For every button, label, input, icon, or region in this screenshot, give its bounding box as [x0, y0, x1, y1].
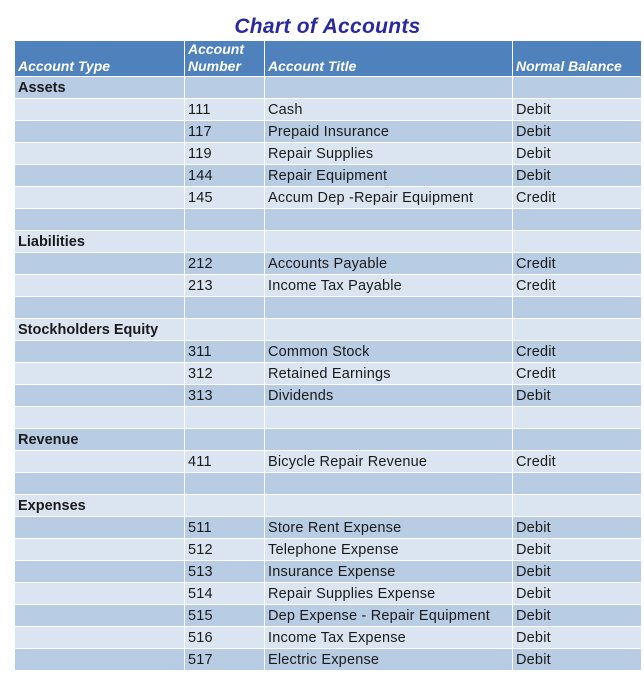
normal-balance: Debit [513, 99, 642, 121]
table-header-row [15, 41, 642, 77]
account-title: Income Tax Payable [265, 275, 513, 297]
table-row [15, 627, 642, 649]
spacer-row [15, 209, 642, 231]
normal-balance: Debit [513, 143, 642, 165]
account-number: 144 [185, 165, 265, 187]
account-title: Repair Supplies Expense [265, 583, 513, 605]
account-number: 514 [185, 583, 265, 605]
account-title: Telephone Expense [265, 539, 513, 561]
header-account-type: Account Type [15, 41, 185, 77]
account-number: 119 [185, 143, 265, 165]
table-row [15, 385, 642, 407]
header-account-title: Account Title [265, 41, 513, 77]
table-row [15, 275, 642, 297]
account-title: Bicycle Repair Revenue [265, 451, 513, 473]
section-row-assets [15, 77, 642, 99]
account-title: Common Stock [265, 341, 513, 363]
account-title: Accum Dep -Repair Equipment [265, 187, 513, 209]
table-row [15, 253, 642, 275]
table-row [15, 583, 642, 605]
account-title: Dividends [265, 385, 513, 407]
table-row [15, 99, 642, 121]
account-number: 212 [185, 253, 265, 275]
table-row [15, 561, 642, 583]
account-title: Cash [265, 99, 513, 121]
account-number: 312 [185, 363, 265, 385]
account-number: 145 [185, 187, 265, 209]
table-row [15, 517, 642, 539]
section-row-revenue [15, 429, 642, 451]
account-title: Repair Equipment [265, 165, 513, 187]
account-title: Dep Expense - Repair Equipment [265, 605, 513, 627]
account-title: Income Tax Expense [265, 627, 513, 649]
table-row [15, 649, 642, 671]
normal-balance: Debit [513, 561, 642, 583]
table-row [15, 605, 642, 627]
table-row [15, 143, 642, 165]
account-number: 516 [185, 627, 265, 649]
spacer-row [15, 297, 642, 319]
header-account-number-line2: Number [188, 58, 241, 74]
normal-balance: Credit [513, 451, 642, 473]
section-label-revenue: Revenue [15, 429, 185, 451]
section-row-liabilities [15, 231, 642, 253]
normal-balance: Debit [513, 121, 642, 143]
chart-of-accounts-table [14, 40, 642, 671]
normal-balance: Debit [513, 583, 642, 605]
table-row [15, 165, 642, 187]
account-title: Insurance Expense [265, 561, 513, 583]
account-number: 512 [185, 539, 265, 561]
account-title: Store Rent Expense [265, 517, 513, 539]
account-title: Electric Expense [265, 649, 513, 671]
section-label-equity: Stockholders Equity [15, 319, 185, 341]
table-row [15, 363, 642, 385]
account-number: 311 [185, 341, 265, 363]
account-title: Repair Supplies [265, 143, 513, 165]
normal-balance: Credit [513, 253, 642, 275]
section-row-expenses [15, 495, 642, 517]
header-normal-balance: Normal Balance [513, 41, 642, 77]
normal-balance: Debit [513, 649, 642, 671]
spacer-row [15, 407, 642, 429]
table-row [15, 187, 642, 209]
normal-balance: Debit [513, 605, 642, 627]
account-title: Prepaid Insurance [265, 121, 513, 143]
page-title: Chart of Accounts [234, 15, 421, 38]
spacer-row [15, 473, 642, 495]
account-number: 313 [185, 385, 265, 407]
account-number: 213 [185, 275, 265, 297]
normal-balance: Debit [513, 517, 642, 539]
section-label-liabilities: Liabilities [15, 231, 185, 253]
header-account-number-line1: Account [188, 41, 244, 57]
table-row [15, 539, 642, 561]
normal-balance: Debit [513, 539, 642, 561]
section-row-equity [15, 319, 642, 341]
section-label-expenses: Expenses [15, 495, 185, 517]
account-number: 515 [185, 605, 265, 627]
normal-balance: Credit [513, 341, 642, 363]
normal-balance: Debit [513, 385, 642, 407]
account-number: 117 [185, 121, 265, 143]
normal-balance: Credit [513, 275, 642, 297]
table-row [15, 451, 642, 473]
normal-balance: Debit [513, 627, 642, 649]
normal-balance: Debit [513, 165, 642, 187]
section-label-assets: Assets [15, 77, 185, 99]
account-title: Accounts Payable [265, 253, 513, 275]
account-number: 513 [185, 561, 265, 583]
account-number: 411 [185, 451, 265, 473]
account-number: 517 [185, 649, 265, 671]
normal-balance: Credit [513, 187, 642, 209]
header-account-number [185, 41, 265, 77]
account-number: 511 [185, 517, 265, 539]
account-number: 111 [185, 99, 265, 121]
table-row [15, 341, 642, 363]
normal-balance: Credit [513, 363, 642, 385]
table-row [15, 121, 642, 143]
account-title: Retained Earnings [265, 363, 513, 385]
